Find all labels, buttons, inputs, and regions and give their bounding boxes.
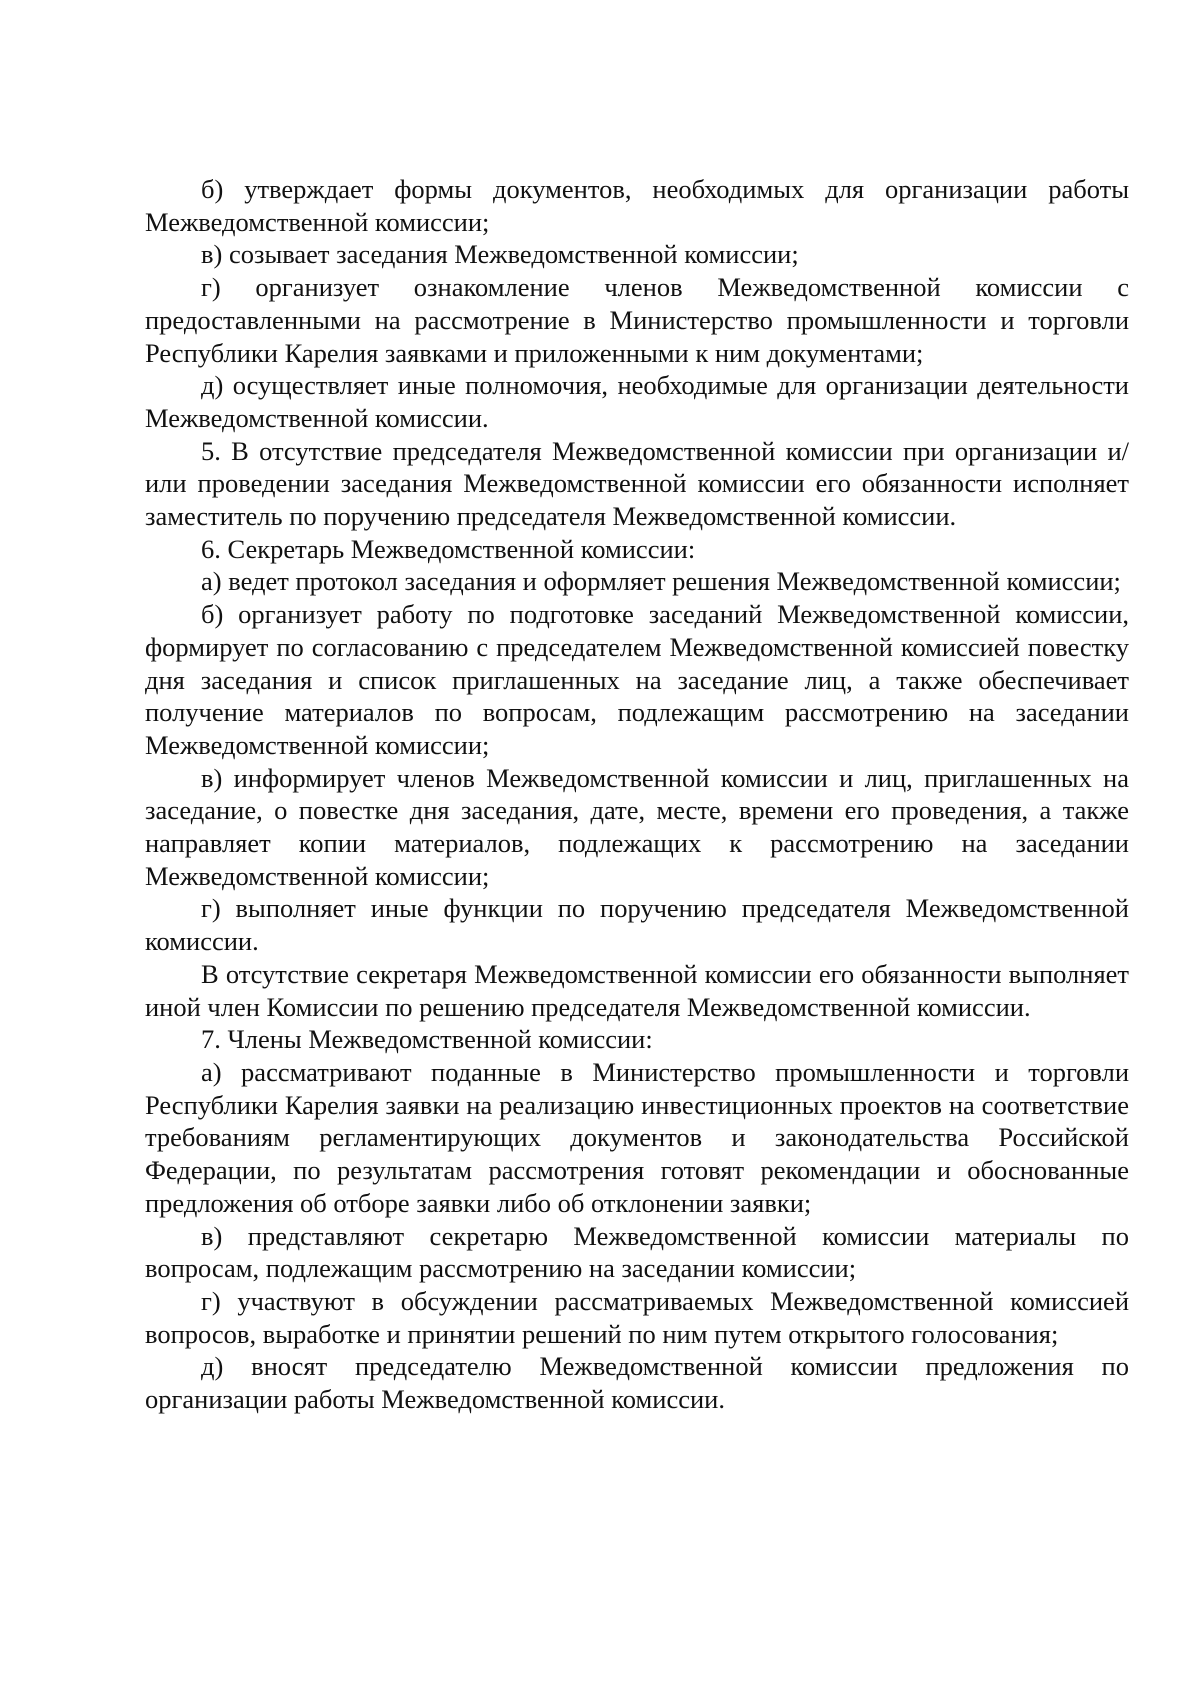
paragraph-7a: а) рассматривают поданные в Министерство промышленности и торговли Республики Карелия заявки на реализацию инвестиционных проектов на соответствие требованиям регламентирующих документов и законодательства Российской Федерации, по результатам рассмотрения готовят рекомендации и обоснованные предложения об отборе заявки либо об отклонении заявки;	[145, 1056, 1129, 1218]
paragraph-5: 5. В отсутствие председателя Межведомственной комиссии при организации и/или проведении заседания Межведомственной комиссии его обязанности исполняет заместитель по поручению председателя Межведомственной комиссии.	[145, 435, 1129, 532]
paragraph-7v: в) представляют секретарю Межведомственной комиссии материалы по вопросам, подлежащим рассмотрению на заседании комиссии;	[145, 1220, 1129, 1284]
document-body	[145, 173, 1129, 1416]
paragraph-1g: г) организует ознакомление членов Межведомственной комиссии с предоставленными на рассмотрение в Министерство промышленности и торговли Республики Карелия заявками и приложенными к ним документами;	[145, 272, 1129, 368]
paragraph-6-note: В отсутствие секретаря Межведомственной комиссии его обязанности выполняет иной член Комиссии по решению председателя Межведомственной комиссии.	[145, 958, 1129, 1022]
paragraph-1b: б) утверждает формы документов, необходимых для организации работы Межведомственной комиссии;	[145, 174, 1129, 237]
paragraph-6g: г) выполняет иные функции по поручению председателя Межведомственной комиссии.	[145, 893, 1129, 957]
paragraph-7-heading: 7. Члены Межведомственной комиссии:	[201, 1024, 653, 1055]
paragraph-7d: д) вносят председателю Межведомственной комиссии предложения по организации работы Межведомственной комиссии.	[145, 1351, 1129, 1415]
paragraph-6-heading: 6. Секретарь Межведомственной комиссии:	[201, 533, 696, 564]
paragraph-6a: а) ведет протокол заседания и оформляет решения Межведомственной комиссии;	[201, 566, 1121, 597]
paragraph-7g: г) участвуют в обсуждении рассматриваемых Межведомственной комиссией вопросов, выработке и принятии решений по ним путем открытого голосования;	[145, 1285, 1129, 1349]
paragraph-6v: в) информирует членов Межведомственной комиссии и лиц, приглашенных на заседание, о повестке дня заседания, дате, месте, времени его проведения, а также направляет копии материалов, подлежащих к рассмотрению на заседании Межведомственной комиссии;	[145, 762, 1129, 891]
paragraph-1v: в) созывает заседания Межведомственной комиссии;	[201, 239, 799, 270]
paragraph-6b: б) организует работу по подготовке заседаний Межведомственной комиссии, формирует по согласованию с председателем Межведомственной комиссией повестку дня заседания и список приглашенных на заседание лиц, а также обеспечивает получение материалов по вопросам, подлежащим рассмотрению на заседании Межведомственной комиссии;	[145, 599, 1129, 760]
paragraph-1d: д) осуществляет иные полномочия, необходимые для организации деятельности Межведомственной комиссии.	[145, 370, 1129, 433]
